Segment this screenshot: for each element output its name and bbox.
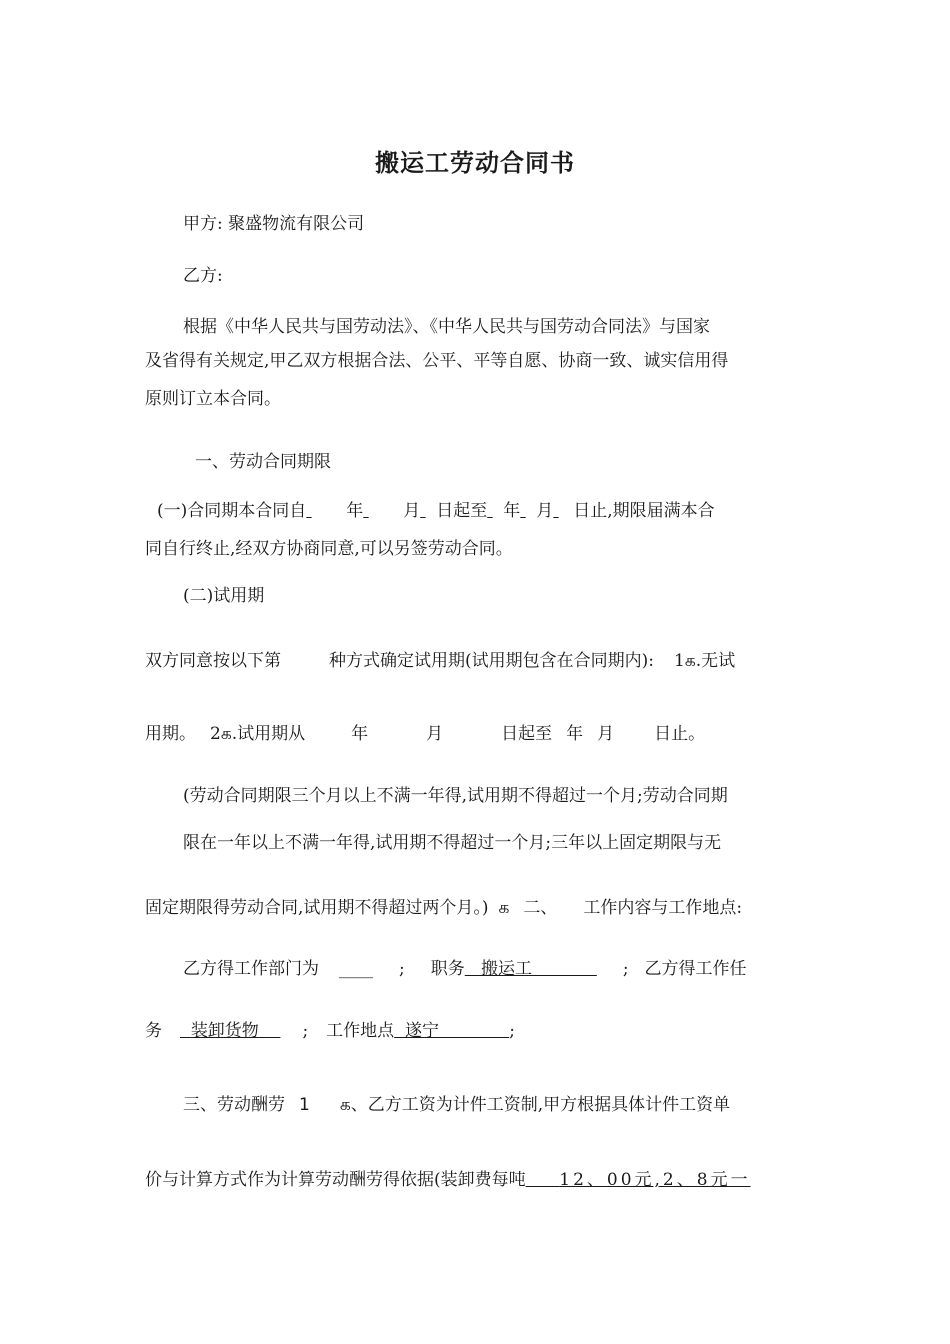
note-line-1: (劳动合同期限三个月以上不满一年得,试用期不得超过一个月;劳动合同期 bbox=[183, 786, 728, 806]
section-3-text: க、乙方工资为计件工资制,甲方根据具体计件工资单 bbox=[339, 1095, 731, 1115]
separator: ; bbox=[302, 1021, 309, 1041]
department-blank: ____ bbox=[339, 959, 373, 979]
trial-text-a: 双方同意按以下第 bbox=[145, 651, 281, 671]
clause-1-line-2: 同自行终止,经双方协商同意,可以另签劳动合同。 bbox=[145, 539, 513, 559]
end-year-label: 年 bbox=[503, 501, 521, 521]
section-3-text-2: 价与计算方式作为计算劳动酬劳得依据(装卸费每吨 bbox=[145, 1170, 526, 1190]
section-3-item-number: 1 bbox=[299, 1095, 310, 1115]
trial-line-2 bbox=[145, 723, 705, 745]
section-2-number: 二、 bbox=[523, 898, 558, 918]
note-text-3: 固定期限得劳动合同,试用期不得超过两个月。) bbox=[145, 898, 489, 918]
note-glyph: க bbox=[498, 898, 510, 918]
trial-end-year-label: 年 bbox=[566, 724, 584, 744]
trial-line-1 bbox=[145, 650, 735, 672]
end-day-blank bbox=[553, 500, 573, 522]
section-1-heading: 一、劳动合同期限 bbox=[195, 452, 331, 472]
trial-option-2: 2க.试用期从 bbox=[210, 724, 306, 744]
intro-line-1: 根据《中华人民共与国劳动法》、《中华人民共与国劳动合同法》与国家 bbox=[183, 317, 710, 337]
section-2-line-1 bbox=[183, 958, 747, 980]
trial-text-b: 种方式确定试用期(试用期包含在合同期内): bbox=[329, 651, 654, 671]
start-month-blank bbox=[363, 500, 403, 522]
party-a: 甲方: 聚盛物流有限公司 bbox=[183, 214, 365, 234]
note-line-2: 限在一年以上不满一年得,试用期不得超过一个月;三年以上固定期限与无 bbox=[183, 833, 722, 853]
start-day-blank bbox=[420, 500, 436, 522]
clause-1-line-1 bbox=[157, 500, 715, 522]
clause-1-tail: 日止,期限届满本合 bbox=[573, 501, 715, 521]
section-3-line-1 bbox=[183, 1094, 730, 1116]
clause-2-heading: (二)试用期 bbox=[183, 586, 265, 606]
party-b: 乙方: bbox=[183, 266, 223, 286]
trial-end-day-label: 日止。 bbox=[654, 724, 706, 744]
trial-text-c: 用期。 bbox=[145, 724, 196, 744]
section-3-heading: 三、劳动酬劳 bbox=[183, 1095, 285, 1115]
position-label: 职务 bbox=[430, 959, 465, 979]
trial-year-label: 年 bbox=[351, 724, 369, 744]
position-value: 搬运工 bbox=[480, 959, 532, 979]
separator: ; bbox=[399, 959, 405, 979]
task-value: 装卸货物 bbox=[190, 1021, 259, 1041]
loading-fee-value: 12、00元,2、8元一 bbox=[559, 1170, 751, 1190]
section-2-line-2 bbox=[145, 1020, 515, 1042]
note-line-3 bbox=[145, 897, 742, 919]
trial-day-from-label: 日起至 bbox=[501, 724, 553, 744]
trial-month-label: 月 bbox=[426, 724, 444, 744]
document-title: 搬运工劳动合同书 bbox=[375, 148, 575, 177]
year-label: 年 bbox=[346, 501, 364, 521]
end-month-label: 月 bbox=[536, 501, 554, 521]
location-label: 工作地点 bbox=[326, 1021, 395, 1041]
trial-end-month-label: 月 bbox=[597, 724, 615, 744]
intro-line-3: 原则订立本合同。 bbox=[145, 389, 281, 409]
location-value: 遂宁 bbox=[404, 1021, 439, 1041]
task-label-end: 务 bbox=[145, 1021, 162, 1041]
section-2-heading: 工作内容与工作地点: bbox=[583, 898, 743, 918]
task-label: 乙方得工作任 bbox=[644, 959, 747, 979]
intro-line-2: 及省得有关规定,甲乙双方根据合法、公平、平等自愿、协商一致、诚实信用得 bbox=[145, 351, 729, 371]
separator: ; bbox=[622, 959, 629, 979]
start-year-blank bbox=[306, 500, 346, 522]
month-label: 月 bbox=[403, 501, 421, 521]
end-year-blank bbox=[487, 500, 503, 522]
end-month-blank bbox=[520, 500, 536, 522]
department-label: 乙方得工作部门为 bbox=[183, 959, 319, 979]
clause-1-text: (一)合同期本合同自 bbox=[157, 501, 307, 521]
day-from-label: 日起至 bbox=[436, 501, 488, 521]
trial-option-1: 1க.无试 bbox=[674, 651, 736, 671]
separator: ; bbox=[509, 1021, 515, 1041]
section-3-line-2 bbox=[145, 1169, 751, 1191]
